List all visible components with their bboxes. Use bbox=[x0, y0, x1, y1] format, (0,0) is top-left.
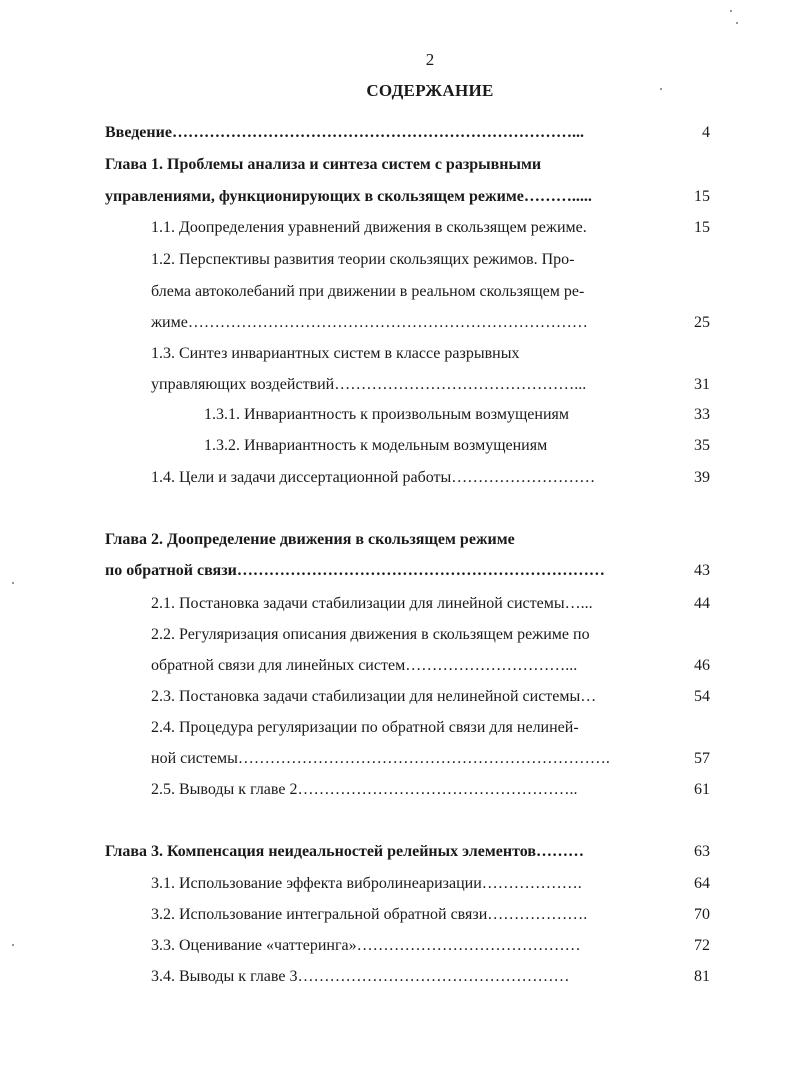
toc-page-number: 64 bbox=[694, 875, 710, 892]
toc-section-2-3[interactable]: 2.3. Постановка задачи стабилизации для нелинейной системы… bbox=[151, 688, 597, 705]
toc-page-number: 61 bbox=[694, 781, 710, 798]
toc-page-number: 70 bbox=[694, 906, 710, 923]
toc-page-number: 33 bbox=[694, 406, 710, 423]
toc-section-1-4[interactable]: 1.4. Цели и задачи диссертационной работы……………………… bbox=[151, 469, 596, 486]
toc-section-2-5[interactable]: 2.5. Выводы к главе 2…………………………………………….. bbox=[151, 781, 578, 798]
toc-page-number: 35 bbox=[694, 437, 710, 454]
toc-page-number: 81 bbox=[694, 968, 710, 985]
toc-chapter-3-title[interactable]: Глава 3. Компенсация неидеальностей релейных элементов……… bbox=[105, 843, 584, 860]
toc-page-number: 57 bbox=[694, 750, 710, 767]
toc-page-number: 63 bbox=[694, 843, 710, 860]
toc-page-number: 72 bbox=[694, 937, 710, 954]
toc-section-2-4-cont[interactable]: ной системы……………………………………………………………. bbox=[151, 750, 610, 767]
toc-page-number: 15 bbox=[694, 219, 710, 236]
scan-speck bbox=[12, 582, 14, 584]
page-number: 2 bbox=[425, 50, 435, 69]
toc-subsection-1-3-2[interactable]: 1.3.2. Инвариантность к модельным возмущениям bbox=[204, 437, 548, 454]
toc-page-number: 44 bbox=[694, 595, 710, 612]
toc-chapter-2-title[interactable]: Глава 2. Доопределение движения в скользящем режиме bbox=[105, 531, 515, 548]
toc-page-number: 31 bbox=[694, 376, 710, 393]
toc-section-2-2[interactable]: 2.2. Регуляризация описания движения в скользящем режиме по bbox=[151, 626, 590, 643]
toc-section-1-2-cont[interactable]: жиме………………………………………………………………… bbox=[151, 314, 588, 331]
toc-subsection-1-3-1[interactable]: 1.3.1. Инвариантность к произвольным возмущениям bbox=[204, 406, 569, 423]
toc-section-1-2[interactable]: 1.2. Перспективы развития теории скользящих режимов. Про- bbox=[151, 251, 575, 268]
scan-speck bbox=[736, 22, 738, 24]
toc-section-2-4[interactable]: 2.4. Процедура регуляризации по обратной связи для нелиней- bbox=[151, 719, 579, 736]
toc-page-number: 39 bbox=[694, 469, 710, 486]
toc-section-1-1[interactable]: 1.1. Доопределения уравнений движения в скользящем режиме. bbox=[151, 219, 587, 236]
toc-section-3-4[interactable]: 3.4. Выводы к главе 3…………………………………………… bbox=[151, 968, 570, 985]
toc-page-number: 4 bbox=[702, 124, 710, 141]
toc-section-3-3[interactable]: 3.3. Оценивание «чаттеринга»…………………………………… bbox=[151, 937, 581, 954]
toc-chapter-2-title-cont[interactable]: по обратной связи…………………………………………………………… bbox=[105, 562, 605, 579]
toc-section-1-3-cont[interactable]: управляющих воздействий………………………………………... bbox=[151, 376, 587, 393]
scan-speck bbox=[660, 88, 662, 90]
toc-section-2-2-cont[interactable]: обратной связи для линейных систем…………………………... bbox=[151, 657, 578, 674]
scan-speck bbox=[730, 10, 732, 12]
toc-chapter-1-title[interactable]: Глава 1. Проблемы анализа и синтеза систем с разрывными bbox=[105, 156, 542, 173]
toc-page-number: 43 bbox=[694, 562, 710, 579]
toc-page-number: 46 bbox=[694, 657, 710, 674]
toc-page-number: 25 bbox=[694, 314, 710, 331]
toc-section-3-1[interactable]: 3.1. Использование эффекта вибролинеаризации………………. bbox=[151, 875, 582, 892]
toc-page-number: 15 bbox=[694, 188, 710, 205]
toc-section-1-2-cont[interactable]: блема автоколебаний при движении в реальном скользящем ре- bbox=[151, 283, 585, 300]
toc-section-1-3[interactable]: 1.3. Синтез инвариантных систем в классе разрывных bbox=[151, 345, 520, 362]
toc-page-number: 54 bbox=[694, 688, 710, 705]
scan-speck bbox=[12, 944, 14, 946]
document-title: СОДЕРЖАНИЕ bbox=[366, 81, 494, 100]
toc-chapter-1-title-cont[interactable]: управлениями, функционирующих в скользящем режиме………..... bbox=[105, 188, 592, 205]
toc-section-2-1[interactable]: 2.1. Постановка задачи стабилизации для линейной системы…... bbox=[151, 595, 593, 612]
toc-section-3-2[interactable]: 3.2. Использование интегральной обратной связи………………. bbox=[151, 906, 588, 923]
toc-introduction[interactable]: Введение…………………………………………………………………... bbox=[105, 124, 584, 141]
